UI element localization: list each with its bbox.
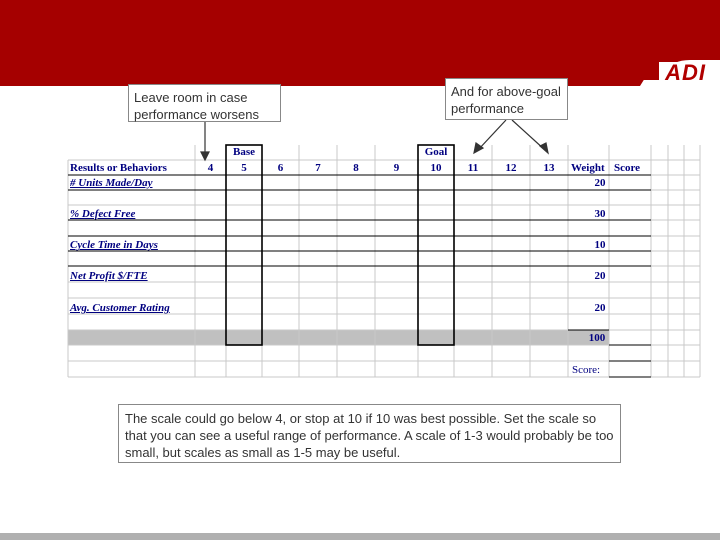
row-weight-profit: 20: [594, 270, 606, 282]
goal-column-label: Goal: [424, 146, 448, 158]
callout-above-goal: And for above-goal performance: [445, 78, 568, 120]
scale-5: 5: [241, 162, 247, 174]
scale-7: 7: [315, 162, 321, 174]
row-weight-cycle: 10: [594, 239, 606, 251]
scale-12: 12: [505, 162, 517, 174]
scale-11: 11: [467, 162, 479, 174]
row-weight-units: 20: [594, 177, 606, 189]
row-label-defect: % Defect Free: [70, 208, 136, 220]
scale-6: 6: [277, 162, 284, 174]
results-header: Results or Behaviors: [70, 162, 167, 174]
score-header: Score: [614, 162, 641, 174]
row-weight-rating: 20: [594, 302, 606, 314]
row-label-rating: Avg. Customer Rating: [70, 302, 170, 314]
footer-bar: [0, 533, 720, 540]
callout-scale-note: The scale could go below 4, or stop at 10 if 10 was best possible. Set the scale so that you can see a useful range of performance. A scale of 1-3 would probably be too small, but scales as small as 1-5 may be useful.: [118, 404, 621, 463]
adi-logo: ADI: [659, 62, 712, 84]
weight-header: Weight: [571, 162, 605, 174]
scale-13: 13: [543, 162, 555, 174]
weight-total: 100: [588, 332, 606, 344]
callout-room-below: Leave room in case performance worsens: [128, 84, 281, 122]
row-label-cycle: Cycle Time in Days: [70, 239, 158, 251]
scale-9: 9: [393, 162, 400, 174]
row-label-profit: Net Profit $/FTE: [70, 270, 148, 282]
scale-4: 4: [207, 162, 214, 174]
base-column-label: Base: [233, 146, 255, 158]
scale-10: 10: [430, 162, 442, 174]
score-footer-label: Score:: [572, 364, 601, 376]
scale-8: 8: [353, 162, 359, 174]
row-weight-defect: 30: [594, 208, 606, 220]
row-label-units: # Units Made/Day: [70, 177, 153, 189]
